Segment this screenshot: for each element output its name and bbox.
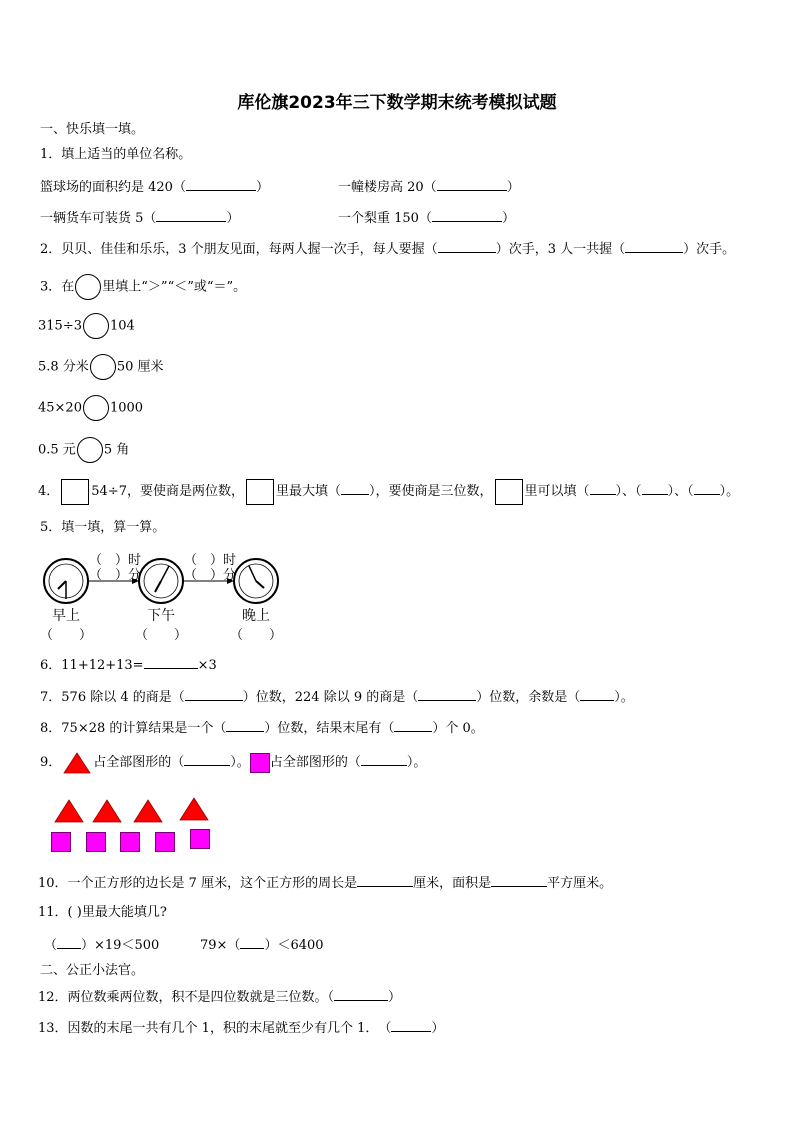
question-4 xyxy=(38,478,739,506)
hour-label-1: （ ）时 xyxy=(89,553,142,568)
question-13-text-b: ） xyxy=(431,1021,445,1036)
question-9-text-b: ）。 xyxy=(230,755,250,770)
answer-blank[interactable] xyxy=(334,988,388,1001)
question-10-text-c: 平方厘米。 xyxy=(547,876,613,891)
question-1-c xyxy=(40,209,239,227)
hour-label-2: （ ）时 xyxy=(184,553,237,568)
answer-blank[interactable] xyxy=(361,753,407,766)
page-title: 库伦旗2023年三下数学期末统考模拟试题 xyxy=(237,93,557,113)
triangle-icon xyxy=(180,798,208,820)
minute-label-2: （ ）分 xyxy=(184,568,237,583)
clock-label-morning: 早上 xyxy=(52,608,80,624)
question-4-text-b: 里最大填（ xyxy=(276,484,342,499)
compare-circle[interactable] xyxy=(77,437,103,463)
answer-blank[interactable] xyxy=(185,688,243,701)
question-4-number: 4． xyxy=(38,484,60,499)
triangle-icon xyxy=(93,800,121,822)
compare-circle[interactable] xyxy=(83,395,109,421)
compare-right: 1000 xyxy=(109,400,144,416)
question-7 xyxy=(40,688,634,706)
question-1-b-text: 一幢楼房高 20（ xyxy=(338,180,437,195)
question-4-text-a: 54÷7，要使商是两位数， xyxy=(91,484,244,499)
question-6-text-b: ×3 xyxy=(197,658,217,673)
question-2-text-b: ）次手，3 人一共握（ xyxy=(495,242,626,257)
question-11-b xyxy=(200,936,324,954)
time-blank-1[interactable]: （ ） xyxy=(39,628,93,643)
compare-left: 45×20 xyxy=(38,400,82,416)
question-4-text-e: ）、（ xyxy=(615,484,642,499)
clock-icon xyxy=(44,559,88,603)
question-8-text-b: ）位数，结果末尾有（ xyxy=(264,721,395,736)
answer-blank[interactable] xyxy=(156,209,226,222)
question-9-text-c: 占全部图形的（ xyxy=(269,755,361,770)
time-blank-2[interactable]: （ ） xyxy=(134,628,188,643)
question-3-text-a: 3．在 xyxy=(40,279,75,295)
answer-blank[interactable] xyxy=(341,482,369,495)
paren-close: ） xyxy=(226,211,240,226)
answer-blank[interactable] xyxy=(580,688,614,701)
answer-blank[interactable] xyxy=(418,688,476,701)
question-11-b-text-b: ）＜6400 xyxy=(264,938,324,953)
triangle-icon xyxy=(63,752,91,774)
compare-item-4 xyxy=(38,437,129,464)
section-2-heading: 二、公正小法官。 xyxy=(40,963,145,978)
square-icon xyxy=(190,829,210,849)
question-5: 5．填一填，算一算。 xyxy=(40,520,166,535)
compare-item-3 xyxy=(38,395,143,422)
answer-blank[interactable] xyxy=(184,753,230,766)
compare-item-2 xyxy=(38,354,164,381)
answer-blank[interactable] xyxy=(642,482,668,495)
answer-blank[interactable] xyxy=(437,178,507,191)
question-11: 11．( )里最大能填几? xyxy=(38,905,167,920)
question-7-text-c: ）位数，余数是（ xyxy=(476,690,581,705)
question-4-text-d: 里可以填（ xyxy=(524,484,590,499)
question-12-text-b: ） xyxy=(388,990,402,1005)
square-icon xyxy=(86,832,106,852)
question-6 xyxy=(40,656,217,674)
question-12-text-a: 12．两位数乘两位数，积不是四位数就是三位数。（ xyxy=(38,990,335,1005)
question-2-text-a: 2．贝贝、佳佳和乐乐，3 个朋友见面，每两人握一次手，每人要握（ xyxy=(40,242,438,257)
question-1-d xyxy=(338,209,515,227)
question-12 xyxy=(38,988,401,1006)
question-11-a xyxy=(44,936,159,954)
answer-blank[interactable] xyxy=(438,240,496,253)
clock-icon xyxy=(234,559,278,603)
answer-blank[interactable] xyxy=(144,656,198,669)
clock-label-afternoon: 下午 xyxy=(147,608,175,624)
digit-box[interactable] xyxy=(246,479,274,505)
paren-close: ） xyxy=(255,180,269,195)
answer-blank[interactable] xyxy=(226,719,264,732)
question-8-text-c: ）个 0。 xyxy=(432,721,484,736)
section-1-heading: 一、快乐填一填。 xyxy=(40,122,145,137)
compare-circle[interactable] xyxy=(75,274,101,300)
question-1-a-text: 篮球场的面积约是 420（ xyxy=(40,180,186,195)
compare-item-1 xyxy=(38,313,135,340)
compare-left: 0.5 元 xyxy=(38,442,76,458)
square-icon xyxy=(51,832,71,852)
answer-blank[interactable] xyxy=(57,936,81,949)
compare-right: 50 厘米 xyxy=(116,359,164,375)
paren-close: ） xyxy=(501,211,515,226)
digit-box[interactable] xyxy=(61,479,89,505)
compare-left: 315÷3 xyxy=(38,318,82,334)
compare-circle[interactable] xyxy=(83,313,109,339)
question-9 xyxy=(40,751,426,775)
question-10-text-a: 10．一个正方形的边长是 7 厘米，这个正方形的周长是 xyxy=(38,876,358,891)
question-7-text-a: 7．576 除以 4 的商是（ xyxy=(40,690,185,705)
question-4-text-g: ）。 xyxy=(719,484,740,499)
answer-blank[interactable] xyxy=(625,240,683,253)
question-1-a xyxy=(40,178,269,196)
question-4-text-f: ）、（ xyxy=(667,484,694,499)
paren-close: ） xyxy=(506,180,520,195)
question-8-text-a: 8．75×28 的计算结果是一个（ xyxy=(40,721,227,736)
question-1-d-text: 一个梨重 150（ xyxy=(338,211,432,226)
answer-blank[interactable] xyxy=(394,719,432,732)
clock-icon xyxy=(139,559,183,603)
question-8 xyxy=(40,719,484,737)
question-1-b xyxy=(338,178,520,196)
time-blank-3[interactable]: （ ） xyxy=(229,628,283,643)
question-9-number: 9． xyxy=(40,755,62,770)
clock-diagram xyxy=(36,546,296,646)
compare-left: 5.8 分米 xyxy=(38,359,89,375)
compare-right: 5 角 xyxy=(103,442,130,458)
answer-blank[interactable] xyxy=(694,482,720,495)
question-10 xyxy=(38,874,612,892)
triangle-row xyxy=(52,797,222,825)
question-13 xyxy=(38,1019,444,1037)
compare-right: 104 xyxy=(109,318,135,334)
question-10-text-b: 厘米，面积是 xyxy=(413,876,492,891)
square-icon xyxy=(155,832,175,852)
question-1-c-text: 一辆货车可装货 5（ xyxy=(40,211,157,226)
question-2-text-c: ）次手。 xyxy=(683,242,736,257)
square-icon xyxy=(250,753,270,773)
question-3 xyxy=(40,274,246,301)
digit-box[interactable] xyxy=(495,479,523,505)
question-4-text-c: ），要使商是三位数， xyxy=(369,484,493,499)
question-1: 1．填上适当的单位名称。 xyxy=(40,147,192,162)
answer-blank[interactable] xyxy=(186,178,256,191)
answer-blank[interactable] xyxy=(432,209,502,222)
compare-circle[interactable] xyxy=(90,354,116,380)
question-11-a-text: ）×19＜500 xyxy=(81,938,160,953)
question-7-text-b: ）位数，224 除以 9 的商是（ xyxy=(242,690,419,705)
answer-blank[interactable] xyxy=(357,874,413,887)
paren-open: （ xyxy=(44,938,58,953)
triangle-icon xyxy=(134,800,162,822)
question-7-text-d: ）。 xyxy=(614,690,634,705)
question-9-text-a: 占全部图形的（ xyxy=(93,755,185,770)
answer-blank[interactable] xyxy=(391,1019,431,1032)
question-2 xyxy=(40,240,735,258)
question-9-text-d: ）。 xyxy=(406,755,427,770)
answer-blank[interactable] xyxy=(590,482,616,495)
question-13-text-a: 13．因数的末尾一共有几个 1，积的末尾就至少有几个 1． （ xyxy=(38,1021,392,1036)
clock-label-evening: 晚上 xyxy=(242,608,270,624)
triangle-icon xyxy=(55,800,83,822)
square-icon xyxy=(120,832,140,852)
question-6-text-a: 6．11+12+13= xyxy=(40,658,144,673)
question-3-text-b: 里填上“＞”“＜”或“＝”。 xyxy=(102,279,247,295)
minute-label-1: （ ）分 xyxy=(89,568,142,583)
answer-blank[interactable] xyxy=(240,936,264,949)
answer-blank[interactable] xyxy=(491,874,547,887)
question-11-b-text-a: 79×（ xyxy=(200,938,241,953)
